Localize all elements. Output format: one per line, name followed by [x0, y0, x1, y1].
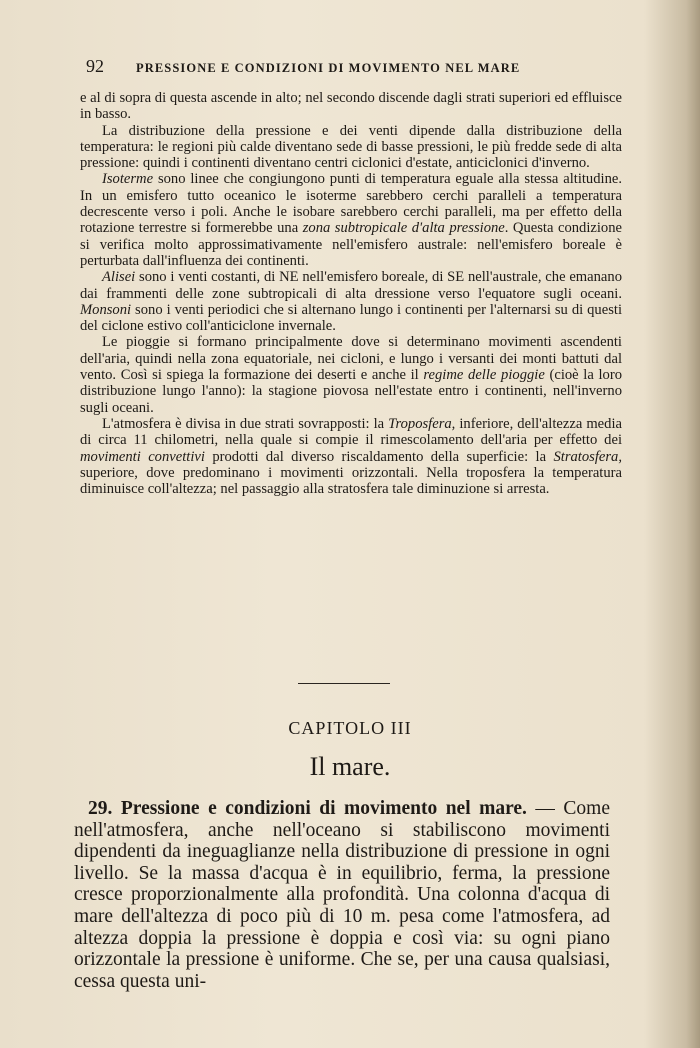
- body-text: [80, 90, 622, 497]
- paragraph-text: Le pioggie si formano principalmente dove si determinano movimenti ascendenti dell'aria, quindi nella zona equatoriale, nei cicloni, e lungo i versanti dei monti battuti dal vento. Così si spiega la formazione dei deserti e anche il: [80, 334, 622, 384]
- section-text: [74, 798, 610, 992]
- section-heading: 29. Pressione e condizioni di movimento nel mare.: [88, 798, 527, 819]
- italic-phrase: zona subtropicale d'alta pressione: [302, 220, 505, 237]
- page-header: [86, 56, 620, 77]
- paragraph-text: La distribuzione della pressione e dei venti dipende dalla distribuzione della temperatura: le regioni più calde diventano sede di basse pressioni, le più fredde sede di alta pressione: quindi i continenti diventano centri ciclonici d'estate, anticiclonici d'inverno.: [80, 122, 622, 172]
- paragraph: [80, 269, 622, 334]
- paragraph-text: e al di sopra di questa ascende in alto; nel secondo discende dagli strati superiori ed effluisce in basso.: [80, 90, 622, 123]
- term: Isoterme: [102, 171, 154, 188]
- paragraph-text: inferiore, dell'altezza media di circa 11 chilometri, nella quale si compie il rimescolamento dell'aria per effetto dei: [80, 415, 622, 449]
- chapter-label: CAPITOLO III: [288, 718, 412, 738]
- paragraph: [80, 123, 622, 172]
- paragraph-text: prodotti dal diverso riscaldamento della superficie: la: [204, 448, 554, 465]
- paragraph: [80, 334, 622, 415]
- paragraph-text: — Come nell'atmosfera, anche nell'oceano si stabiliscono movimenti dipendenti da ineguaglianze nella distribuzione di pressione in ogni livello. Se la massa d'acqua è in equilibrio, ferma, la pressione cresce proporzionalmente alla profondità. Una colonna d'acqua di mare dell'altezza di poco più di 10 m. pesa come l'atmosfera, ad altezza doppia la pressione è doppia e così via: su ogni piano orizzontale la pressione è uniforme. Che se, per una causa qualsiasi, cessa questa uni-: [74, 798, 610, 992]
- paragraph: [80, 416, 622, 497]
- term: Monsoni: [80, 301, 132, 318]
- italic-phrase: regime delle pioggie: [423, 367, 545, 384]
- running-head: PRESSIONE E CONDIZIONI DI MOVIMENTO NEL MARE: [136, 61, 521, 75]
- term: Stratosfera,: [553, 448, 622, 465]
- paragraph: [80, 90, 622, 123]
- paragraph-text: sono i venti periodici che si alternano lungo i continenti per l'alternarsi su di questi del ciclone estivo coll'anticiclone invernale.: [80, 301, 622, 335]
- term: Alisei: [102, 269, 136, 286]
- paragraph: [74, 798, 610, 992]
- paragraph: [80, 171, 622, 269]
- paragraph-text: sono linee che congiungono punti di temperatura eguale alla stessa altitudine. In un emisfero tutto oceanico le isoterme sarebbero cerchi paralleli a temperatura decrescente verso i poli. Anche le isobare sarebbero cerchi paralleli, ma per effetto della rotazione terrestre si formerebbe una: [80, 171, 622, 237]
- paragraph-text: (cioè la loro distribuzione lungo l'anno): la stagione piovosa nell'estate entro i continenti, nell'inverno sugli oceani.: [80, 367, 623, 416]
- page-number: 92: [86, 56, 104, 76]
- paragraph-text: sono i venti costanti, di NE nell'emisfero boreale, di SE nell'australe, che emanano dai frammenti delle zone subtropicali di alta dressione verso l'equatore sugli oceani.: [80, 269, 622, 302]
- italic-phrase: movimenti convettivi: [80, 448, 205, 465]
- chapter-title: Il mare.: [309, 752, 391, 781]
- paragraph-text: superiore, dove predominano i movimenti orizzontali. Nella troposfera la temperatura diminuisce coll'altezza; nel passaggio alla stratosfera tale diminuzione si arresta.: [80, 464, 622, 498]
- paragraph-text: . Questa condizione si verifica molto approssimativamente nell'emisfero australe: nell'emisfero boreale è perturbata dall'influenza dei continenti.: [80, 220, 622, 269]
- section-divider: [298, 683, 390, 684]
- paragraph-text: L'atmosfera è divisa in due strati sovrapposti: la: [102, 415, 389, 432]
- term: Troposfera,: [388, 415, 456, 432]
